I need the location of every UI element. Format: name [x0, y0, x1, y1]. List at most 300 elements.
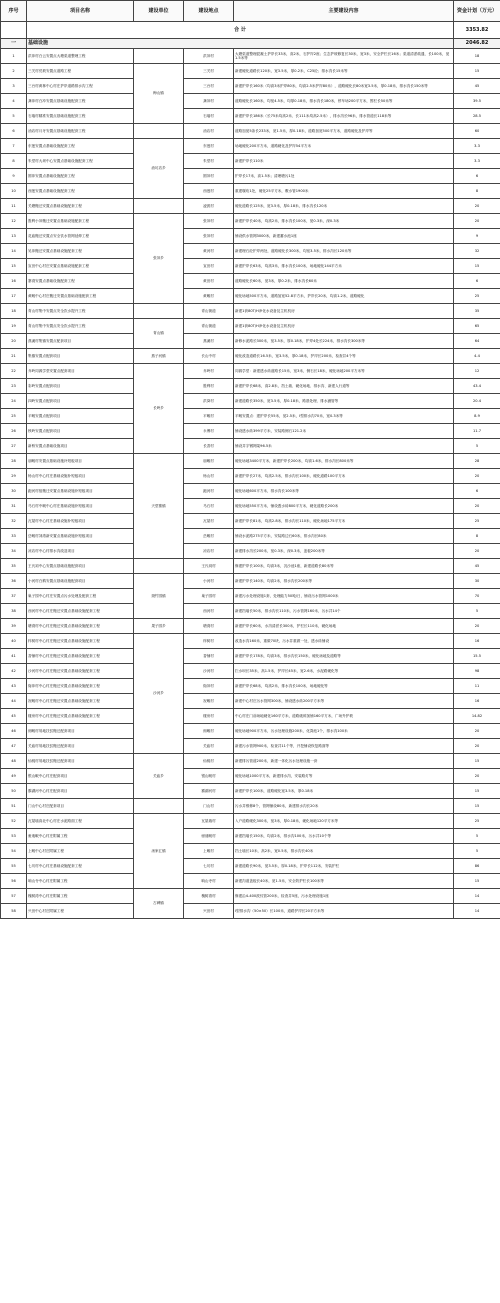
row-content: 硬化场地900平方米，污水处理设施200米，化粪池1个，排水沟100米 [234, 724, 454, 739]
table-row [1, 244, 500, 259]
row-fund: 8 [454, 184, 500, 199]
row-unit [134, 559, 184, 574]
row-site: 兴田村 [184, 904, 234, 919]
table-row [1, 559, 500, 574]
row-no: 41 [1, 649, 27, 664]
row-fund: 4.4 [454, 349, 500, 364]
row-site: 乔岭村 [184, 364, 234, 379]
row-site: 关庙村 [184, 739, 234, 754]
section-value: 2046.82 [454, 39, 500, 49]
row-content: 场地硬化200平方米，道路硬化及护岸54平方米 [234, 139, 454, 154]
row-fund: 20 [454, 499, 500, 514]
row-site: 青山街道 [184, 304, 234, 319]
row-content: 修建沿4-400波纹管200米，检查井5座，污水处理设施1座 [234, 889, 454, 904]
row-no: 1 [1, 49, 27, 64]
row-project-name: 彩岭安置点配套项目 [27, 379, 134, 394]
row-no: 12 [1, 214, 27, 229]
row-no: 39 [1, 619, 27, 634]
table-row [1, 844, 500, 859]
row-fund: 11 [454, 679, 500, 694]
row-content: 新建护岸长178米，均高3米，排水沟长150米，硬化场地及道路等 [234, 649, 454, 664]
row-site: 响山寺村 [184, 874, 234, 889]
row-no: 25 [1, 409, 27, 424]
row-project-name: 朗畈村易地扶贫搬迁配套项目 [27, 724, 134, 739]
row-fund: 65 [454, 319, 500, 334]
row-project-name: 上畈中心村庄附属工程 [27, 844, 134, 859]
row-no: 42 [1, 664, 27, 679]
row-content: 入户道路硬化300米，宽3米，厚0.18米，硬化场地120平方米等 [234, 814, 454, 829]
row-content: 硬化改造道路长16.5米，宽3.5米，厚0.18米，护岸长200米，检查井4个等 [234, 349, 454, 364]
row-no: 31 [1, 499, 27, 514]
row-fund: 20 [454, 769, 500, 784]
table-row [1, 184, 500, 199]
row-site: 槐树湾村 [184, 889, 234, 904]
row-content: 挡土墙长10米，高2米，宽0.5米，排水沟长40米 [234, 844, 454, 859]
row-fund: 20 [454, 739, 500, 754]
row-site: 香铺村 [184, 649, 234, 664]
row-no: 52 [1, 814, 27, 829]
table-row [1, 574, 500, 589]
row-project-name: 圆冲安置点基础设施配套工程 [27, 169, 134, 184]
row-site: 银山畈村 [184, 769, 234, 784]
table-row [1, 634, 500, 649]
row-project-name: 沙河村中心村庄搬迁安置点基础设施配套工程 [27, 664, 134, 679]
row-content: 新建护岸长40米，均高2米，排水沟长100米，宽0.3米，深0.3米 [234, 214, 454, 229]
table-row [1, 454, 500, 469]
table-row [1, 394, 500, 409]
row-content: 新建沟道盖板长40米，宽1.5米，安全防护栏长100米等 [234, 874, 454, 889]
row-site: 西莲村 [184, 184, 234, 199]
row-unit: 沙河乡 [134, 634, 184, 754]
row-fund: 86 [454, 859, 500, 874]
row-content: 修建护岸长100米，均高3米，沉沙池1座，新建道路长80米等 [234, 559, 454, 574]
row-site: 青山街道 [184, 319, 234, 334]
row-content: 新建护岸长68米，高2.8米，挡土墙、硬化场地、排水沟、新建人行道等 [234, 379, 454, 394]
table-row [1, 424, 500, 439]
row-no: 20 [1, 334, 27, 349]
row-no: 38 [1, 604, 27, 619]
row-no: 48 [1, 754, 27, 769]
row-fund: 6 [454, 274, 500, 289]
row-project-name: 新桥安置点基础设施项目 [27, 439, 134, 454]
table-row [1, 154, 500, 169]
row-fund: 6 [454, 169, 500, 184]
row-site: 黄畈村 [184, 289, 234, 304]
row-project-name: 楼房村中心村庄搬迁安置点基础设施配套工程 [27, 709, 134, 724]
row-content: 新建护岸长60米，水沟清淤长300米，护栏长110米，硬化场地 [234, 619, 454, 634]
row-project-name: 仙桃村易地扶贫搬迁配套项目 [27, 754, 134, 769]
row-unit: 古碑镇 [134, 889, 184, 919]
row-unit: 青山镇 [134, 319, 184, 349]
row-content: 铺设供水管网3000米，新建蓄水池1座 [234, 229, 454, 244]
row-site: 三台村 [184, 79, 234, 94]
row-site: 平畈村 [184, 409, 234, 424]
row-project-name: 油店村月牙安置点基础设施配套工程 [27, 124, 134, 139]
row-site: 胜利村 [184, 379, 234, 394]
table-row [1, 739, 500, 754]
table-row [1, 799, 500, 814]
table-row [1, 784, 500, 799]
row-unit [134, 799, 184, 814]
row-no: 15 [1, 259, 27, 274]
row-project-name: 驸迪畈中心村庄附属工程 [27, 829, 134, 844]
row-no: 18 [1, 304, 27, 319]
row-content: 改造水沟160米，重做70块，污水井重做一处，透水砖铺设 [234, 634, 454, 649]
row-content: 硬化场地1000平方米，新建排水沟，安装路灯等 [234, 769, 454, 784]
table-row [1, 604, 500, 619]
row-no: 56 [1, 874, 27, 889]
row-no: 54 [1, 844, 27, 859]
row-site: 张冲村 [184, 214, 234, 229]
row-site: 黄田村 [184, 274, 234, 289]
row-project-name: 跑河村组搬迁安置点基础设施补短板项目 [27, 484, 134, 499]
row-site: 长山中村 [184, 349, 234, 364]
row-project-name: 青山村集中安置点安全饮水提升工程 [27, 319, 134, 334]
row-project-name: 响山寺中心村庄附属工程 [27, 874, 134, 889]
row-site: 马石村 [184, 499, 234, 514]
table-row [1, 724, 500, 739]
row-fund: 45 [454, 559, 500, 574]
row-site: 洪冲村 [184, 49, 234, 64]
row-content: 新建护岸长27米，均高2.5米，排水沟长100米，硬化道路100平方米 [234, 469, 454, 484]
row-project-name: 东莲安置点基础设施配套工程 [27, 139, 134, 154]
row-project-name: 吴冲搬迁安置点基础设施配套工程 [27, 244, 134, 259]
row-no: 55 [1, 859, 27, 874]
row-content: 新建污水处理设施1套，处理能力50吨/日，铺设污水管网1000米 [234, 589, 454, 604]
table-row [1, 649, 500, 664]
table-row [1, 889, 500, 904]
row-fund: 25 [454, 814, 500, 829]
row-fund: 20.4 [454, 394, 500, 409]
row-site: 霸湖河村 [184, 784, 234, 799]
row-fund: 8.9 [454, 409, 500, 424]
row-unit: 天堂寨镇 [134, 454, 184, 559]
row-unit [134, 124, 184, 139]
row-content: 新建中心村庄污水管网300米，铺设透水砖200平方米等 [234, 694, 454, 709]
total-row [1, 22, 500, 39]
row-unit: 梅山镇 [134, 64, 184, 124]
table-row [1, 349, 500, 364]
header-unit: 建设单位 [134, 1, 184, 22]
table-row [1, 874, 500, 889]
row-no: 53 [1, 829, 27, 844]
row-content: 拦水坝长35米，高1.5米，护岸长45米，宽2.6米，水泥路硬化等 [234, 664, 454, 679]
row-fund: 64 [454, 334, 500, 349]
row-content: 新建道路长90米，宽3.5米，厚0.18米，护岸长112米，安装护栏 [234, 859, 454, 874]
row-site: 瓦屋村 [184, 514, 234, 529]
row-fund: 16 [454, 634, 500, 649]
row-no: 24 [1, 394, 27, 409]
row-project-name: 银山畈中心村庄配套项目 [27, 769, 134, 784]
row-no: 34 [1, 544, 27, 559]
header-content: 主要建设内容 [234, 1, 454, 22]
row-fund: 25 [454, 514, 500, 529]
row-project-name: 王氏祠中心安置点基础设施配套项目 [27, 559, 134, 574]
row-no: 45 [1, 709, 27, 724]
row-content: 护岸长17米，高1.5米；清理塘污1处 [234, 169, 454, 184]
row-site: 杨山村 [184, 469, 234, 484]
row-fund: 18 [454, 49, 500, 64]
table-row [1, 229, 500, 244]
row-project-name: 朋畈村安置点基础设施补短板项目 [27, 454, 134, 469]
table-row [1, 469, 500, 484]
row-project-name: 兴田中心村庄附属工程 [27, 904, 134, 919]
row-no: 51 [1, 799, 27, 814]
row-site: 三关村 [184, 64, 234, 79]
row-content: 道路硬化长60米，宽3米，厚0.2米，排水沟长60米 [234, 274, 454, 289]
row-unit: 关庙乡 [134, 754, 184, 799]
row-site: 跑河村 [184, 484, 234, 499]
header-row [1, 1, 500, 22]
row-project-name: 宣田中心村庄安置点基础设施配套工程 [27, 259, 134, 274]
header-fund: 资金计划（万元） [454, 1, 500, 22]
header-project-name: 项目名称 [27, 1, 134, 22]
row-fund: 28.5 [454, 109, 500, 124]
row-no: 22 [1, 364, 27, 379]
header-no: 序号 [1, 1, 27, 22]
table-row [1, 379, 500, 394]
row-fund: 20 [454, 214, 500, 229]
row-site: 朋畈村 [184, 454, 234, 469]
row-no: 40 [1, 634, 27, 649]
total-value: 3353.82 [454, 22, 500, 39]
row-no: 30 [1, 484, 27, 499]
row-content: 中心村庄门前场地硬化160平方米，道路破碎加铺160平方米，广场外护坡 [234, 709, 454, 724]
row-fund: 5 [454, 439, 500, 454]
row-project-name: 寨湾安置点基础设施配套工程 [27, 274, 134, 289]
row-fund: 98 [454, 664, 500, 679]
row-content: 新建护岸长68米，均高2米，排水沟长100米，场地硬化等 [234, 679, 454, 694]
row-project-name: 四岭安置点配套项目 [27, 394, 134, 409]
row-unit: 油坊店乡 [134, 139, 184, 199]
table-row [1, 859, 500, 874]
row-no: 8 [1, 154, 27, 169]
row-project-name: 西莲安置点基础设施配套工程 [27, 184, 134, 199]
row-project-name: 朱堂村大坝中心安置点基础设施配套工程 [27, 154, 134, 169]
row-project-name: 洪冲村白云安置点大塘渠道整理工程 [27, 49, 134, 64]
row-unit: 斑竹园镇 [134, 574, 184, 619]
row-no: 14 [1, 244, 27, 259]
row-content: 硬化场地600平方米，排水沟长100米等 [234, 484, 454, 499]
row-fund: 12 [454, 364, 500, 379]
section-no: 一 [1, 39, 27, 49]
row-project-name: 七坊村中心村庄基础设施配套工程 [27, 859, 134, 874]
row-content: 新建道路长350米，宽3.5米，厚0.18米，路基处理、排水涵管等 [234, 394, 454, 409]
row-fund: 5 [454, 604, 500, 619]
table-row [1, 484, 500, 499]
row-project-name: 乔岭同源学堂安置点配套项目 [27, 364, 134, 379]
row-project-name: 杨山村中心村庄基础设施补短板项目 [27, 469, 134, 484]
row-site: 龚冲村 [184, 94, 234, 109]
row-fund: 20 [454, 199, 500, 214]
row-site: 黄河村 [184, 244, 234, 259]
table-row [1, 409, 500, 424]
table-row [1, 124, 500, 139]
row-site: 朱堂村 [184, 154, 234, 169]
row-project-name: 岳畈村刘湾新安置点基础设施补短板项目 [27, 529, 134, 544]
row-project-name: 龚冲村白冲安置点基础设施配套工程 [27, 94, 134, 109]
table-row [1, 769, 500, 784]
row-site: 长香村 [184, 439, 234, 454]
table-row [1, 754, 500, 769]
row-site: 圆冲村 [184, 169, 234, 184]
table-row [1, 334, 500, 349]
table-row [1, 139, 500, 154]
table-row [1, 259, 500, 274]
row-fund: 20 [454, 544, 500, 559]
table-row [1, 199, 500, 214]
row-fund: 3.3 [454, 154, 500, 169]
table-row [1, 694, 500, 709]
table-row [1, 274, 500, 289]
row-site: 塘湾村 [184, 619, 234, 634]
row-site: 巢子园村 [184, 589, 234, 604]
table-row [1, 319, 500, 334]
table-row [1, 79, 500, 94]
row-fund: 30 [454, 574, 500, 589]
row-unit: 长岭乡 [134, 364, 184, 454]
row-fund: 9 [454, 229, 500, 244]
table-row [1, 64, 500, 79]
table-row [1, 679, 500, 694]
row-project-name: 凉店村中心村排水沟改造项目 [27, 544, 134, 559]
row-fund: 6 [454, 484, 500, 499]
row-unit: 汤家汇镇 [134, 814, 184, 889]
row-project-name: 关塘搬迁安置点基础设施配套工程 [27, 199, 134, 214]
row-no: 3 [1, 79, 27, 94]
row-site: 西河村 [184, 604, 234, 619]
row-unit [134, 304, 184, 319]
section-label: 基础设施 [27, 39, 454, 49]
row-project-name: 衙冲村中心村庄搬迁安置点基础设施配套工程 [27, 679, 134, 694]
row-unit [134, 199, 184, 214]
row-fund: 5 [454, 844, 500, 859]
row-fund: 15 [454, 799, 500, 814]
row-fund: 28 [454, 454, 500, 469]
row-fund: 60 [454, 124, 500, 139]
row-no: 10 [1, 184, 27, 199]
row-no: 43 [1, 679, 27, 694]
row-no: 5 [1, 109, 27, 124]
row-project-name: 瓦屋村中心村庄基础设施补短板项目 [27, 514, 134, 529]
row-site: 小河村 [184, 574, 234, 589]
row-project-name: 黄畈中心村庄搬迁安置点基础设施配套工程 [27, 289, 134, 304]
row-site: 驸迪畈村 [184, 829, 234, 844]
row-content: 铺设水泥路275平方米，安装路边石60米，排水沟长80米 [234, 529, 454, 544]
row-project-name: 槐树湾中心村庄附属工程 [27, 889, 134, 904]
row-fund: 20 [454, 469, 500, 484]
row-no: 29 [1, 469, 27, 484]
row-content: 污水井维修8个，管网铺设80米，新建排水沟长20米 [234, 799, 454, 814]
row-project-name: 核岭安置点配套项目 [27, 424, 134, 439]
row-content: 新修水泥路长300米，宽3.5米，厚0.18米，护岸4处长224米，排水沟长300米等 [234, 334, 454, 349]
row-no: 36 [1, 574, 27, 589]
row-content: 新建护岸长160米（均高3米护岸80米，均高2.5米护岸80米），道路硬化长80米宽3.5米，厚0.18米，排水沟长150米等 [234, 79, 454, 94]
row-site: 仙桃村 [184, 754, 234, 769]
table-row [1, 904, 500, 919]
row-fund: 8 [454, 529, 500, 544]
row-fund: 70 [454, 589, 500, 604]
row-no: 58 [1, 904, 27, 919]
row-project-name: 关庙村易地扶贫搬迁配套项目 [27, 739, 134, 754]
row-unit: 果子园乡 [134, 619, 184, 634]
table-row [1, 109, 500, 124]
row-project-name: 西河村中心村庄搬迁安置点基础设施配套工程 [27, 604, 134, 619]
row-no: 33 [1, 529, 27, 544]
row-fund: 15 [454, 784, 500, 799]
row-no: 50 [1, 784, 27, 799]
row-project-name: 青山村集中安置点安全饮水提升工程 [27, 304, 134, 319]
row-fund: 15.5 [454, 649, 500, 664]
row-content: 硬化道路长125米，宽3.5米，厚0.18米，排水沟长120米 [234, 199, 454, 214]
row-fund: 3.3 [454, 139, 500, 154]
row-no: 11 [1, 199, 27, 214]
row-fund: 39.5 [454, 94, 500, 109]
table-row [1, 829, 500, 844]
table-row [1, 499, 500, 514]
row-project-name: 集镇安置点配套项目 [27, 349, 134, 364]
row-content: 新建硬化道路长120米，宽3.5米，厚0.2米，C25砼；排水沟长15米等 [234, 64, 454, 79]
row-site: 洪岗村 [184, 394, 234, 409]
row-fund: 11.7 [454, 424, 500, 439]
row-site: 朗畈村 [184, 724, 234, 739]
table-row [1, 364, 500, 379]
row-no: 17 [1, 289, 27, 304]
table-row [1, 514, 500, 529]
row-no: 13 [1, 229, 27, 244]
row-fund: 15 [454, 874, 500, 889]
row-site: 油店村 [184, 124, 234, 139]
row-project-name: 马石村中畈中心村庄基础设施补短板项目 [27, 499, 134, 514]
row-project-name: 瓦屋墙高北中心村庄水泥路面工程 [27, 814, 134, 829]
row-fund: 20 [454, 724, 500, 739]
row-content: 新建护岸长100米，道路硬化宽3.5米，厚0.18米 [234, 784, 454, 799]
row-site: 张冲村 [184, 229, 234, 244]
row-unit [134, 49, 184, 64]
row-fund: 15 [454, 259, 500, 274]
row-project-name: 三关村荒坡安置点道路工程 [27, 64, 134, 79]
row-project-name: 祝畈村中心村庄搬迁安置点基础设施配套工程 [27, 694, 134, 709]
row-no: 4 [1, 94, 27, 109]
table-row [1, 49, 500, 64]
row-no: 37 [1, 589, 27, 604]
row-project-name: 花庙搬迁安置点安全饮水管网延伸工程 [27, 229, 134, 244]
row-project-name: 平畈安置点配套项目 [27, 409, 134, 424]
row-content: 硬化场地500平方米，道路加宽52.8平方米，护岸长20米，均高1.2米，道路硬化 [234, 289, 454, 304]
row-no: 35 [1, 559, 27, 574]
row-project-name: 门山中心村庄配套项目 [27, 799, 134, 814]
table-row [1, 619, 500, 634]
row-content: 道路加宽5条长233米，宽1.5米，厚0.18米，道路加宽500平方米，道路硬化及护岸等 [234, 124, 454, 139]
row-content: 新建护岸长186米（长75米均高2米、长111米均高2.5米），排水沟长96米，排水管道长118米等 [234, 109, 454, 124]
row-no: 44 [1, 694, 27, 709]
row-fund: 14.82 [454, 709, 500, 724]
row-content: 同源学堂：新建透水砖道路长15米，宽3米，侧石长18米，硬化场地200平方米等 [234, 364, 454, 379]
row-site: 衙冲村 [184, 679, 234, 694]
row-site: 七坊村 [184, 859, 234, 874]
row-content: 新建护岸长81米，均高2.8米，排水沟长110米，硬化场地175平方米 [234, 514, 454, 529]
row-fund: 14 [454, 904, 500, 919]
row-site: 沙河村 [184, 664, 234, 679]
row-site: 楼房村 [184, 709, 234, 724]
row-site: 瓦屋墙村 [184, 814, 234, 829]
row-fund: 25 [454, 289, 500, 304]
table-row [1, 529, 500, 544]
row-content: 铺设透水砖399平方米，安装路侧石121.2米 [234, 424, 454, 439]
row-no: 26 [1, 424, 27, 439]
row-content: 新建污水管网900米，检查井11个等，开挖铺设恢复路面等 [234, 739, 454, 754]
row-content: 新建护岸长63米，均高3米，排水沟长100米，场地硬化144平方米 [234, 259, 454, 274]
